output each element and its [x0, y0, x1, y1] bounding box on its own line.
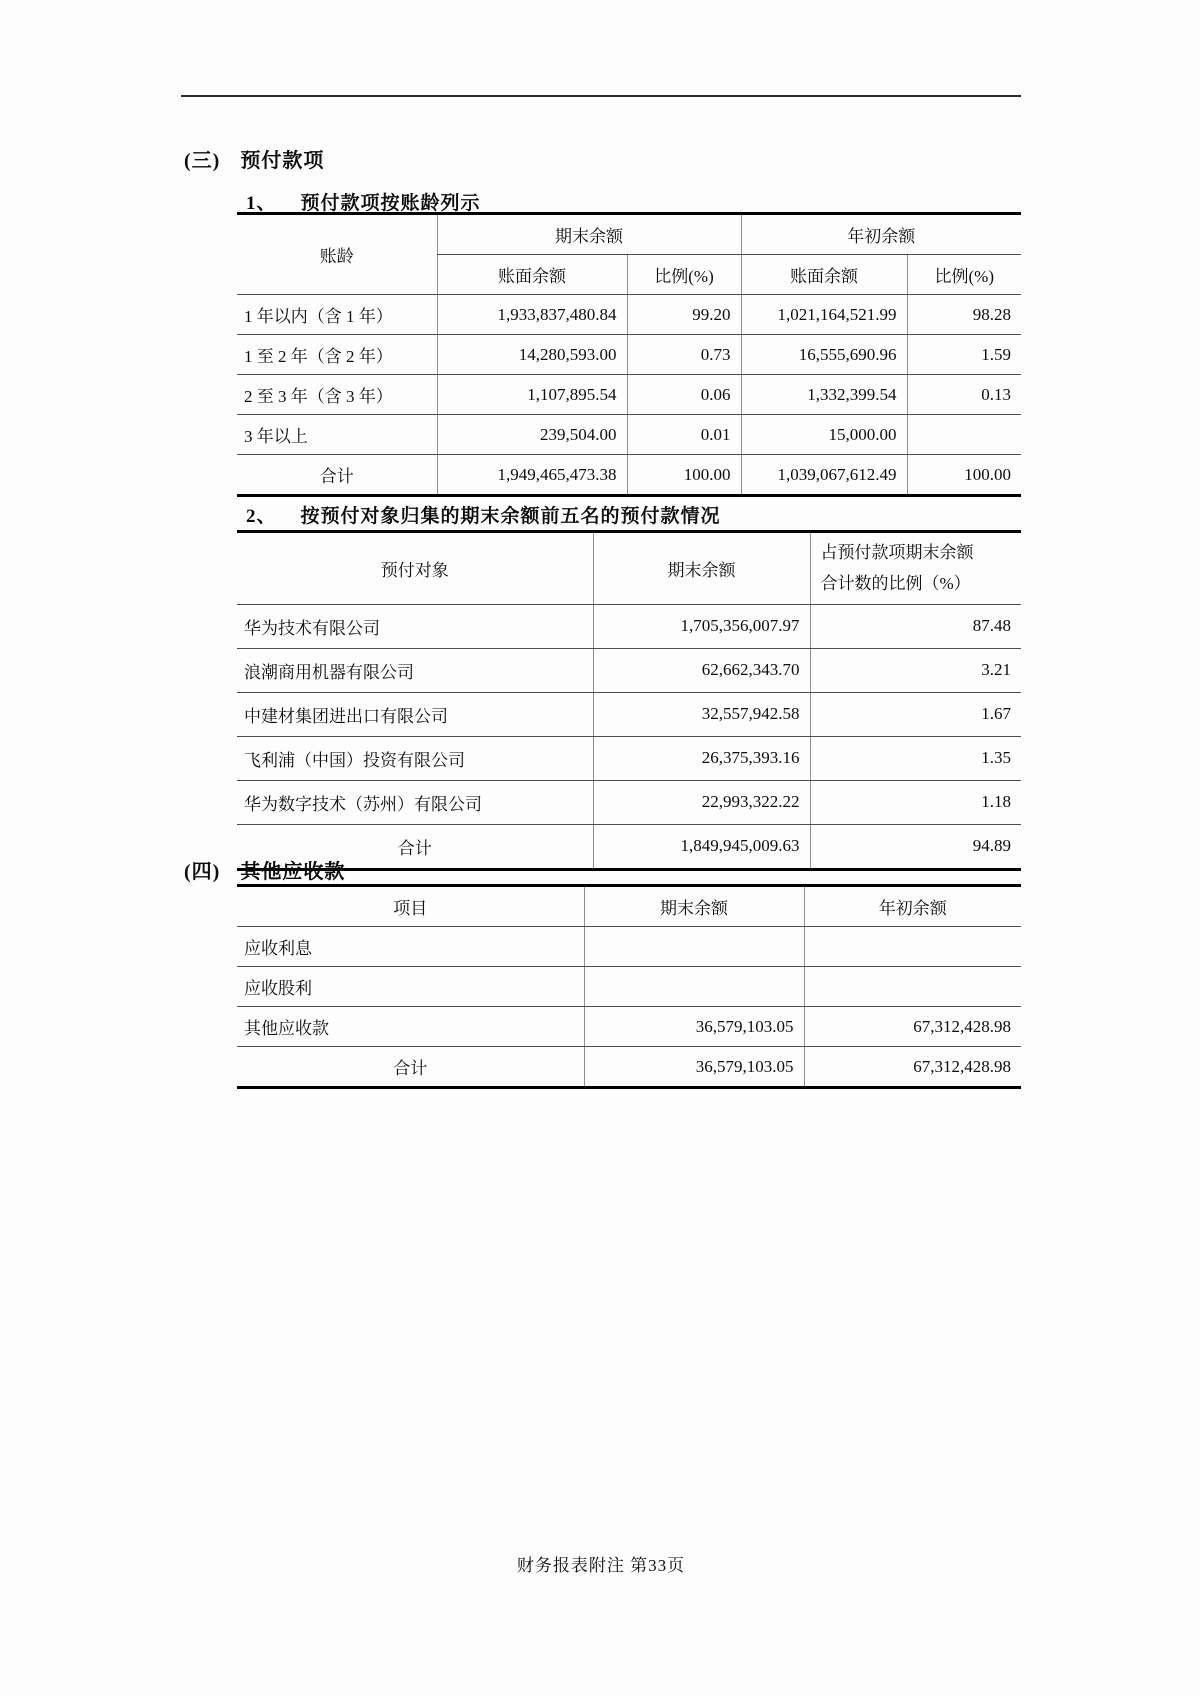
top5-header-row: [237, 532, 1021, 605]
col-header-begin-balance: 账面余额: [741, 255, 907, 295]
subsection-top5-title: 按预付对象归集的期末余额前五名的预付款情况: [300, 506, 721, 527]
cell-end-balance: 62,662,343.70: [593, 648, 810, 692]
cell-begin-balance: 1,021,164,521.99: [741, 295, 907, 335]
other-receivables-table: [237, 884, 1021, 1089]
table-row: [237, 927, 1021, 967]
cell-end-balance: 14,280,593.00: [437, 335, 627, 375]
header-rule: [181, 95, 1021, 97]
cell-total-label: 合计: [237, 824, 593, 869]
total-row: [237, 455, 1021, 496]
cell-age: 1 年以内（含 1 年）: [237, 295, 437, 335]
section-4-number: (四): [184, 861, 221, 883]
cell-end-balance: [584, 927, 804, 967]
total-row: [237, 824, 1021, 869]
cell-end-ratio: 0.01: [627, 415, 741, 455]
cell-total-end-ratio: 100.00: [627, 455, 741, 496]
col-header-beginning: 年初余额: [804, 886, 1021, 927]
cell-end-balance: 22,993,322.22: [593, 780, 810, 824]
cell-begin-ratio: 98.28: [907, 295, 1021, 335]
table-row: [237, 375, 1021, 415]
cell-ratio: 87.48: [810, 604, 1021, 648]
cell-ratio: 1.18: [810, 780, 1021, 824]
cell-end-balance: 1,705,356,007.97: [593, 604, 810, 648]
subsection-aging-title: 预付款项按账龄列示: [300, 193, 481, 214]
table-row: [237, 604, 1021, 648]
cell-item: 应收利息: [237, 927, 584, 967]
cell-total-label: 合计: [237, 1047, 584, 1088]
col-header-end-balance: 账面余额: [437, 255, 627, 295]
col-header-ending: 期末余额: [584, 886, 804, 927]
table-row: [237, 780, 1021, 824]
cell-end-balance: 1,933,837,480.84: [437, 295, 627, 335]
cell-end-balance: 32,557,942.58: [593, 692, 810, 736]
table-row: [237, 736, 1021, 780]
section-3-number: (三): [184, 150, 221, 172]
table-row: [237, 335, 1021, 375]
section-4-heading: [184, 855, 345, 884]
cell-begin-ratio: [907, 415, 1021, 455]
cell-total-end-balance: 1,949,465,473.38: [437, 455, 627, 496]
col-group-ending: 期末余额: [437, 214, 741, 255]
subsection-aging-number: 1、: [246, 193, 277, 214]
col-header-end-ratio: 比例(%): [627, 255, 741, 295]
cell-total-begin-balance: 1,039,067,612.49: [741, 455, 907, 496]
cell-item: 应收股利: [237, 967, 584, 1007]
cell-target-name: 华为技术有限公司: [237, 604, 593, 648]
cell-begin-balance: 1,332,399.54: [741, 375, 907, 415]
page-footer: 财务报表附注 第33页: [516, 1556, 686, 1575]
cell-total-end-balance: 1,849,945,009.63: [593, 824, 810, 869]
col-header-item: 项目: [237, 886, 584, 927]
cell-end-ratio: 99.20: [627, 295, 741, 335]
cell-end-balance: 1,107,895.54: [437, 375, 627, 415]
cell-item: 其他应收款: [237, 1007, 584, 1047]
subsection-top5-number: 2、: [246, 506, 277, 527]
cell-ratio: 1.67: [810, 692, 1021, 736]
cell-begin-ratio: 1.59: [907, 335, 1021, 375]
cell-end-balance: 239,504.00: [437, 415, 627, 455]
aging-table: [237, 212, 1021, 497]
cell-age: 1 至 2 年（含 2 年）: [237, 335, 437, 375]
total-row: [237, 1047, 1021, 1088]
col-header-age: 账龄: [237, 214, 437, 295]
cell-end-balance: 36,579,103.05: [584, 1007, 804, 1047]
cell-target-name: 浪潮商用机器有限公司: [237, 648, 593, 692]
table-row: [237, 1007, 1021, 1047]
cell-target-name: 飞利浦（中国）投资有限公司: [237, 736, 593, 780]
cell-begin-balance: [804, 967, 1021, 1007]
section-4-title: 其他应收款: [240, 861, 346, 883]
table-row: [237, 648, 1021, 692]
table-row: [237, 295, 1021, 335]
cell-target-name: 中建材集团进出口有限公司: [237, 692, 593, 736]
col-header-ratio: [810, 532, 1021, 605]
cell-total-ratio: 94.89: [810, 824, 1021, 869]
col-header-ending: 期末余额: [593, 532, 810, 605]
cell-end-balance: 26,375,393.16: [593, 736, 810, 780]
subsection-aging-heading: [246, 188, 481, 215]
col-header-begin-ratio: 比例(%): [907, 255, 1021, 295]
col-header-target: 预付对象: [237, 532, 593, 605]
cell-end-ratio: 0.06: [627, 375, 741, 415]
table-row: [237, 415, 1021, 455]
other-receivables-header-row: [237, 886, 1021, 927]
cell-total-begin-ratio: 100.00: [907, 455, 1021, 496]
cell-begin-balance: 67,312,428.98: [804, 1007, 1021, 1047]
subsection-top5-heading: [246, 501, 721, 528]
table-row: [237, 967, 1021, 1007]
cell-begin-ratio: 0.13: [907, 375, 1021, 415]
cell-total-begin-balance: 67,312,428.98: [804, 1047, 1021, 1088]
section-3-heading: [184, 144, 324, 173]
section-3-title: 预付款项: [240, 150, 325, 172]
cell-begin-balance: [804, 927, 1021, 967]
cell-begin-balance: 16,555,690.96: [741, 335, 907, 375]
cell-ratio: 1.35: [810, 736, 1021, 780]
cell-target-name: 华为数字技术（苏州）有限公司: [237, 780, 593, 824]
cell-end-ratio: 0.73: [627, 335, 741, 375]
col-header-ratio-line2: 合计数的比例（%）: [820, 574, 971, 594]
top-five-prepayment-table: [237, 530, 1021, 871]
cell-age: 3 年以上: [237, 415, 437, 455]
table-row: [237, 692, 1021, 736]
col-group-beginning: 年初余额: [741, 214, 1021, 255]
cell-age: 2 至 3 年（含 3 年）: [237, 375, 437, 415]
cell-total-label: 合计: [237, 455, 437, 496]
cell-ratio: 3.21: [810, 648, 1021, 692]
cell-begin-balance: 15,000.00: [741, 415, 907, 455]
col-header-ratio-line1: 占预付款项期末余额: [820, 543, 974, 562]
cell-total-end-balance: 36,579,103.05: [584, 1047, 804, 1088]
cell-end-balance: [584, 967, 804, 1007]
aging-header-row-1: [237, 214, 1021, 255]
